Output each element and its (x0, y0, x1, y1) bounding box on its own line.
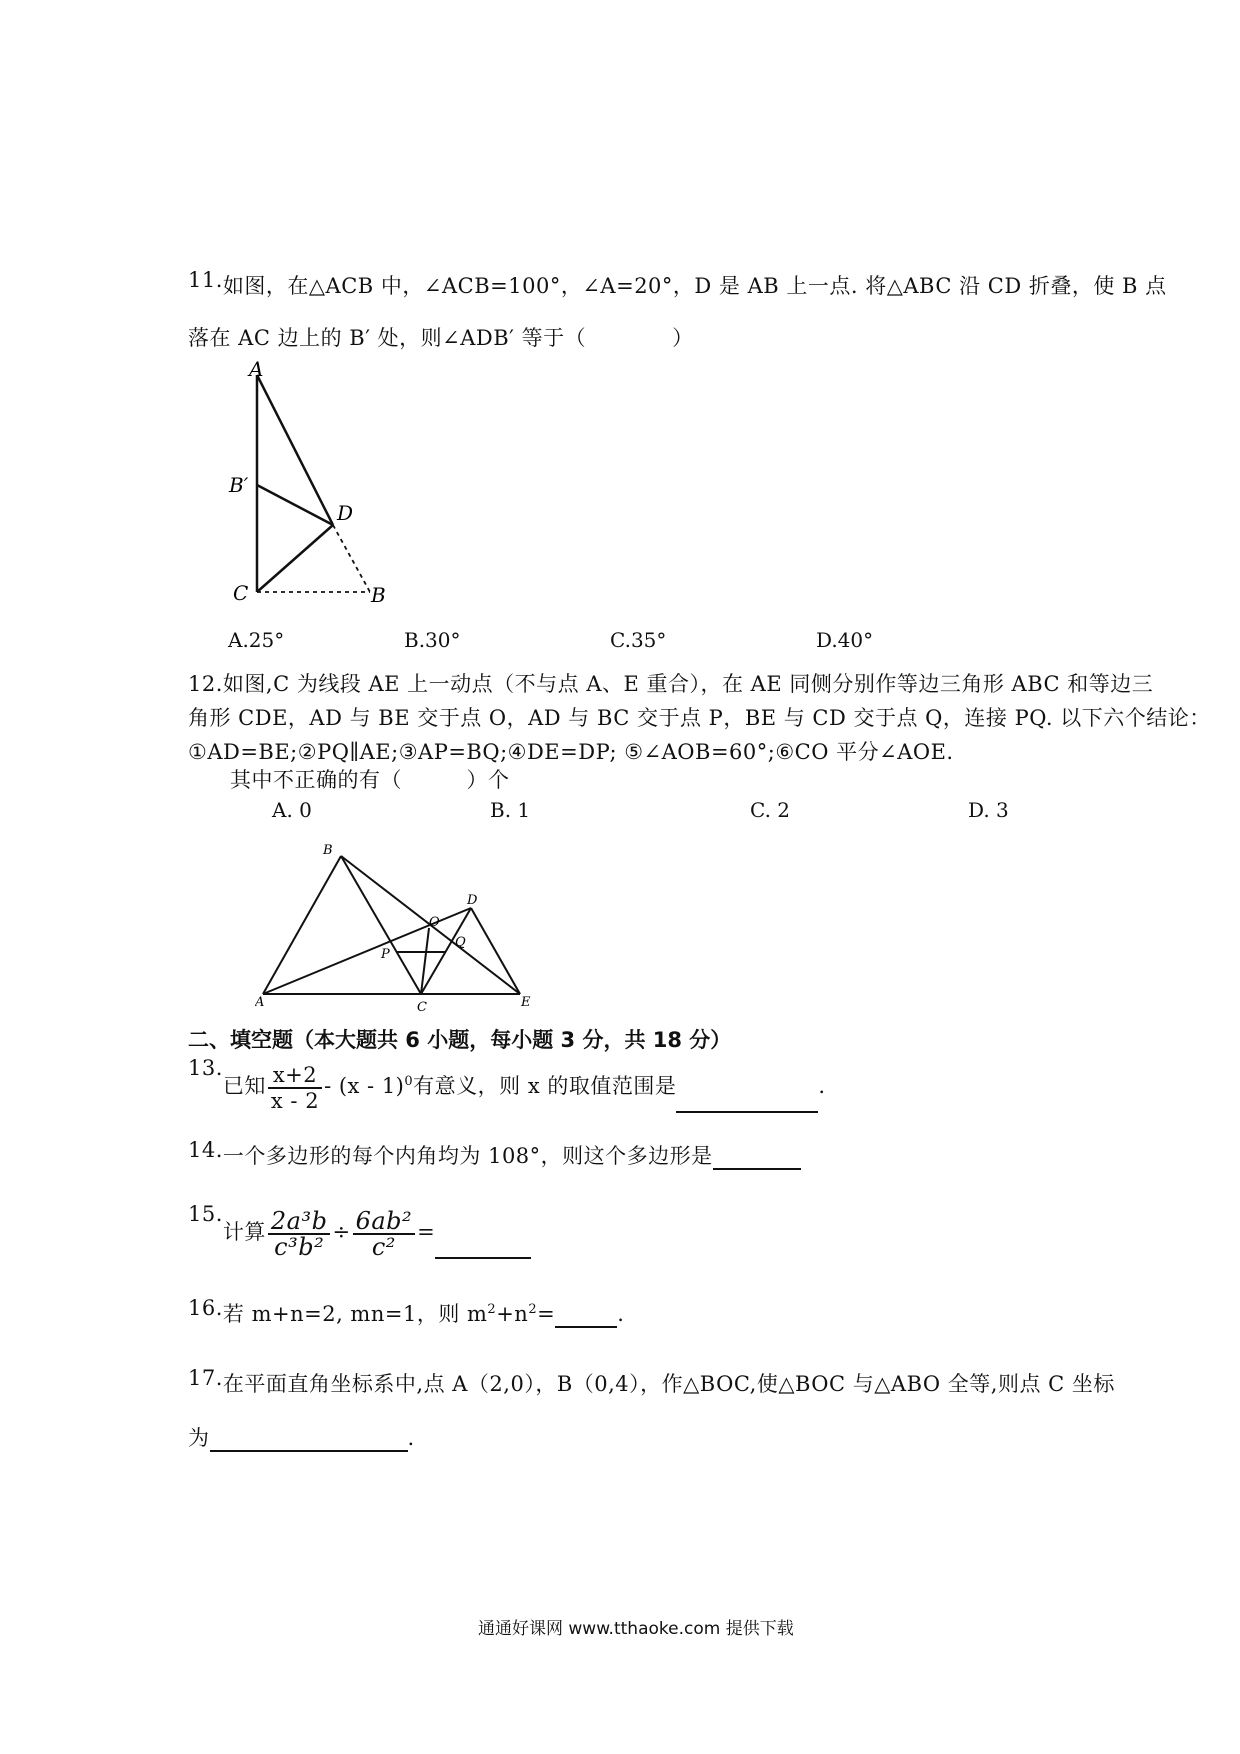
q17-number: 17. (188, 1366, 223, 1390)
q12-line4: 其中不正确的有（ ）个 (230, 768, 510, 792)
q15-pre: 计算 (222, 1220, 266, 1244)
q16-mid: +n (496, 1302, 529, 1326)
q15-op: ÷ (332, 1220, 351, 1244)
q12-label-Q: Q (455, 935, 466, 950)
q12-label-C: C (417, 1000, 427, 1015)
q12-label-E: E (521, 995, 531, 1010)
q16-answer-blank[interactable] (555, 1304, 617, 1328)
q15-f2-num: 6ab² (353, 1209, 416, 1235)
q13-answer-blank[interactable] (676, 1089, 818, 1113)
q16-pre: 若 m+n=2, mn=1，则 m (222, 1302, 488, 1326)
q15-f1-num: 2a³b (268, 1209, 331, 1235)
q16-line (188, 1296, 624, 1328)
q11-option-d: D.40° (816, 628, 874, 652)
q11-label-A: A (249, 360, 264, 381)
q12-option-a: A. 0 (272, 798, 312, 822)
q12-line2: 角形 CDE，AD 与 BE 交于点 O，AD 与 BC 交于点 P，BE 与 CD 交于点 Q，连接 PQ. 以下六个结论： (188, 706, 1211, 730)
q13-sup: 0 (404, 1074, 414, 1089)
q17-text-2: 为 (188, 1426, 210, 1450)
q11-option-b: B.30° (404, 628, 461, 652)
q13-line (188, 1056, 826, 1113)
q13-frac-num: x+2 (268, 1063, 322, 1089)
q16-sup1: 2 (487, 1302, 497, 1317)
q12-figure (255, 836, 545, 1016)
q12-line3: ①AD=BE;②PQ∥AE;③AP=BQ;④DE=DP; ⑤∠AOB=60°;⑥CO 平分∠AOE. (188, 740, 954, 764)
q12-option-d: D. 3 (968, 798, 1009, 822)
q13-mid: - (x - 1) (324, 1074, 405, 1098)
q11-label-D: D (337, 501, 354, 525)
q12-label-D: D (467, 893, 478, 908)
q12-label-O: O (429, 915, 440, 930)
q11-label-Bp: B′ (229, 473, 249, 497)
q13-post: 有意义，则 x 的取值范围是 (413, 1074, 677, 1098)
q15-number: 15. (188, 1202, 223, 1226)
q12-line1: 12.如图,C 为线段 AE 上一动点（不与点 A、E 重合），在 AE 同侧分别作等边三角形 ABC 和等边三 (188, 672, 1154, 696)
q11-text-1: 如图，在△ACB 中，∠ACB=100°，∠A=20°，D 是 AB 上一点. 将△ABC 沿 CD 折叠，使 B 点 (222, 274, 1167, 298)
q13-fraction (268, 1063, 322, 1113)
q17-line2 (188, 1422, 415, 1452)
q11-label-B: B (371, 583, 386, 607)
q11-seg-CD (257, 525, 333, 592)
q15-eq: = (417, 1220, 436, 1244)
q15-fraction-2 (353, 1206, 416, 1261)
q11-option-c: C.35° (610, 628, 667, 652)
q15-fraction-1 (268, 1206, 331, 1261)
q11-line1 (188, 268, 1167, 300)
section2-title: 二、填空题（本大题共 6 小题，每小题 3 分，共 18 分） (188, 1028, 732, 1052)
q11-line2: 落在 AC 边上的 B′ 处，则∠ADB′ 等于（ ） (188, 326, 694, 350)
q13-pre: 已知 (222, 1074, 266, 1098)
q12-option-c: C. 2 (750, 798, 791, 822)
q15-f1-den: c³b² (274, 1232, 325, 1261)
q14-text: 一个多边形的每个内角均为 108°，则这个多边形是 (222, 1144, 713, 1168)
page-footer: 通通好课网 www.tthaoke.com 提供下载 (478, 1619, 794, 1639)
q11-seg-AD (257, 375, 333, 525)
q16-sup2: 2 (528, 1302, 538, 1317)
q12-option-b: B. 1 (490, 798, 531, 822)
q17-answer-blank[interactable] (210, 1428, 408, 1452)
q12-label-B: B (323, 843, 333, 858)
q13-end: . (818, 1074, 826, 1098)
q12-label-P: P (381, 947, 390, 962)
q14-answer-blank[interactable] (713, 1146, 801, 1170)
q16-end: . (617, 1302, 625, 1326)
q11-number: 11. (188, 268, 223, 292)
q17-end: . (407, 1426, 415, 1450)
q12-seg-BC (341, 856, 421, 994)
q12-seg-AB (263, 856, 341, 994)
q17-text-1: 在平面直角坐标系中,点 A（2,0），B（0,4），作△BOC,使△BOC 与△ABO 全等,则点 C 坐标 (222, 1372, 1115, 1396)
q15-answer-blank[interactable] (435, 1235, 531, 1259)
q11-option-a: A.25° (228, 628, 285, 652)
q16-eq: = (537, 1302, 556, 1326)
q14-line (188, 1138, 801, 1170)
q15-f2-den: c² (371, 1232, 396, 1261)
q14-number: 14. (188, 1138, 223, 1162)
q13-number: 13. (188, 1056, 223, 1080)
q13-frac-den: x - 2 (270, 1088, 320, 1113)
q16-number: 16. (188, 1296, 223, 1320)
q17-line1 (188, 1366, 1115, 1398)
q11-label-C: C (233, 581, 249, 605)
q12-seg-DE (471, 908, 520, 994)
q11-figure (225, 360, 405, 615)
q12-label-A: A (255, 995, 265, 1010)
q11-seg-DB (333, 525, 370, 592)
q15-line (188, 1202, 531, 1259)
